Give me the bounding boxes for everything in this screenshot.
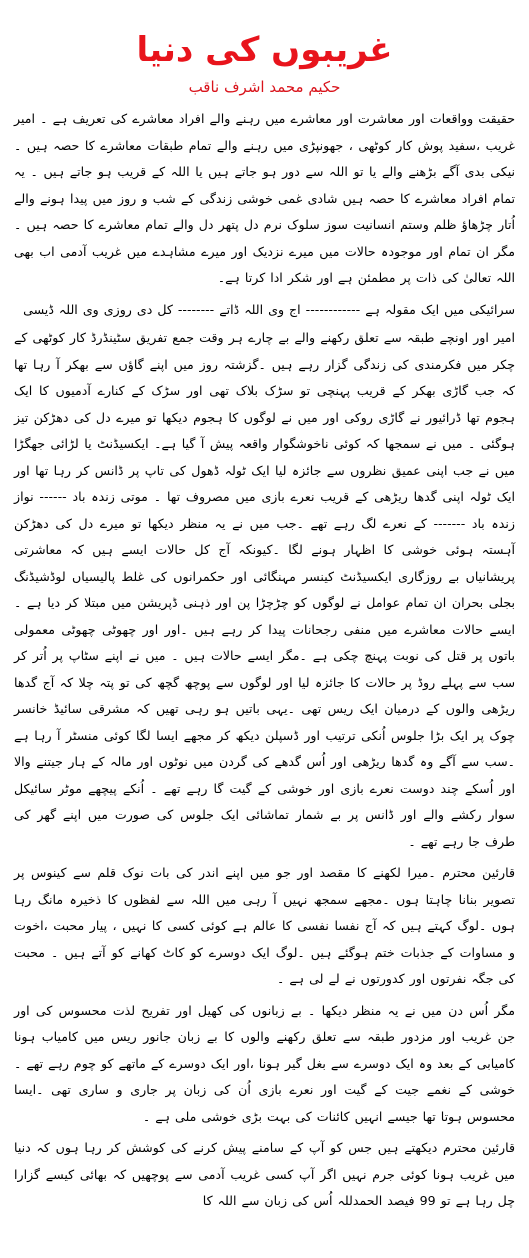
article-paragraph: قارئین محترم دیکھتے ہیں جس کو آپ کے سامنے پیش کرنے کی کوشش کر رہا ہوں کہ دنیا میں غریب ہونا کوئی جرم نہیں اگر آپ کسی غریب آدمی سے پوچھیں کہ بھائی کیسے گزارا چل رہا ہے تو 99 فیصد الحمدللہ اُس کی زبان سے اللہ کا <box>14 1140 515 1208</box>
article-author: حکیم محمد اشرف ناقب <box>188 78 341 96</box>
article-paragraph: حقیقت وواقعات اور معاشرت اور معاشرے میں رہنے والے افراد معاشرے کی تعریف ہے ۔ امیر غریب ،سفید پوش کار کوٹھی ، جھونپڑی میں رہنے والے تمام طبقات معاشرے کا حصہ ہیں ۔نیکی بدی آگے بڑھنے والے یا تو اللہ سے دور ہو جاتے ہیں یا اللہ کے قریب ہو جاتے ہیں ۔ یہ تمام افراد معاشرے کا حصہ ہیں شادی غمی خوشی زندگی کے شب و روز میں پیدا ہونے والے اُتار چڑھاؤ ظلم وستم انسانیت سوز سلوک نرم دل پتھر دل والے تمام معاشرے کا حصہ ہیں ۔مگر ان تمام اور موجودہ حالات میں میرے نزدیک اور میرے مشاہدے میں غریب آدمی اب بھی اللہ تعالیٰ کی ذات پر مطمئن ہے اور شکر ادا کرتا ہے۔ <box>14 111 515 285</box>
article-paragraph: مگر اُس دن میں نے یہ منظر دیکھا ۔ بے زبانوں کی کھیل اور تفریح لذت محسوس کی اور جن غریب اور مزدور طبقہ سے تعلق رکھنے والوں کا بے زبان جانور ریس میں کامیاب ہونا کامیابی کے بعد وہ ایک دوسرے سے بغل گیر ہونا ،اور ایک دوسرے کے ماتھے کو چوم رہے تھے ۔خوشی کے نغمے جیت کے گیت اور نعرے بازی اُن کی زبان پر جاری و ساری تھی ۔ایسا محسوس ہوتا تھا جیسے انہیں کائنات کی بہت بڑی خوشی ملی ہے ۔ <box>14 1002 515 1124</box>
article-paragraph: سرائیکی میں ایک مقولہ ہے ------------ اج وی اللہ ڈاتے -------- کل دی روزی وی اللہ ڈیسی <box>23 301 515 317</box>
article-paragraph: قارئین محترم ۔میرا لکھنے کا مقصد اور جو میں اپنے اندر کی بات نوک قلم سے کینوس پر تصویر بنانا چاہتا ہوں ۔مجھے سمجھ نہیں آ رہی میں اللہ سے لفظوں کا ذخیرہ مانگ رہا ہوں ۔لوگ کہتے ہیں کہ آج نفسا نفسی کا عالم ہے کوئی کسی کا نہیں ، پیار محبت ،اخوت و مساوات کے جذبات ختم ہوگئے ہیں ۔لوگ ایک دوسرے کو کاٹ کھانے کو آتے ہیں ۔ محبت کی جگہ نفرتوں اور کدورتوں نے لے لی ہے ۔ <box>14 865 515 986</box>
article-paragraph: امیر اور اونچے طبقہ سے تعلق رکھنے والے بے چارے ہر وقت جمع تفریق سٹینڈرڈ کار کوٹھی کے چکر میں فکرمندی کی زندگی گزار رہے ہیں ۔گزشتہ روز میں اپنے گاؤں سے بھکر آ رہا تھا کہ جب گاڑی بھکر کے قریب پہنچی تو سڑک بلاک تھی اور سڑک کے کنارے آدمیوں کا ایک ہجوم تھا ڈرائیور نے گاڑی روکی اور میں نے لوگوں کا ہجوم دیکھا تو میرے دل کی دھڑکن تیز ہوگئی ۔ میں نے سمجھا کہ کوئی ناخوشگوار واقعہ پیش آ گیا ہے۔ ایکسیڈنٹ یا لڑائی جھگڑا میں نے جب اپنی عمیق نظروں سے جائزہ لیا ایک ٹولہ ڈھول کی تاپ پر ڈانس کر رہا تھا اور ایک ٹولہ اپنی گدھا ریڑھی کے قریب نعرے بازی میں مصروف تھا ۔ موتی زندہ باد ------ نواز زندہ باد ------- کے نعرے لگ رہے تھے ۔جب میں نے یہ منظر دیکھا تو میرے دل کی دھڑکن آہستہ ہوئی خوشی کا اظہار ہونے لگا ۔کیونکہ آج کل حالات ایسے ہیں کہ معاشرتی پریشانیاں بے روزگاری ایکسیڈنٹ کینسر مہنگائی اور حکمرانوں کی غلط پالیسیاں لوڈشیڈنگ بجلی بحران ان تمام عوامل نے لوگوں کو چڑچڑا پن اور ذہنی ڈپریشن میں مبتلا کر دیا ہے ۔ایسے حالات معاشرے میں منفی رجحانات پیدا کر رہے ہیں ۔اور اور چھوٹی چھوٹی معمولی باتوں پر قتل کی نوبت پہنچ چکی ہے ۔مگر ایسے حالات ہیں ۔ میں نے اپنے سٹاپ پر اُتر کر سب سے پہلے روڈ پر حالات کا جائزہ لیا اور لوگوں سے پوچھ گچھ کی تو پتہ چلا کہ آج گدھا ریڑھی والوں کے درمیان ایک ریس تھی ۔یہی باتیں ہو رہی تھیں کہ مشرقی سائیڈ خانسر چوک پر ایک بڑا جلوس اُنکی ترتیب اور ڈسپلن دیکھ کر مجھے ایسا لگا کوئی منسٹر آ رہا ہے ۔سب سے آگے وہ گدھا ریڑھی اور اُس گدھے کی گردن میں نوٹوں اور مالہ کے ہار جیتنے والا اور اُسکے چند دوست نعرے بازی اور خوشی کے گیت گا رہے تھے ۔ اُنکے پیچھے موٹر سائیکل سوار رکشے والے اور ڈانس پر بے شمار تماشائی ایک جلوس کی صورت میں اپنے گھر کی طرف جا رہے تھے ۔ <box>14 330 515 849</box>
article-title: غریبوں کی دنیا <box>136 30 393 70</box>
